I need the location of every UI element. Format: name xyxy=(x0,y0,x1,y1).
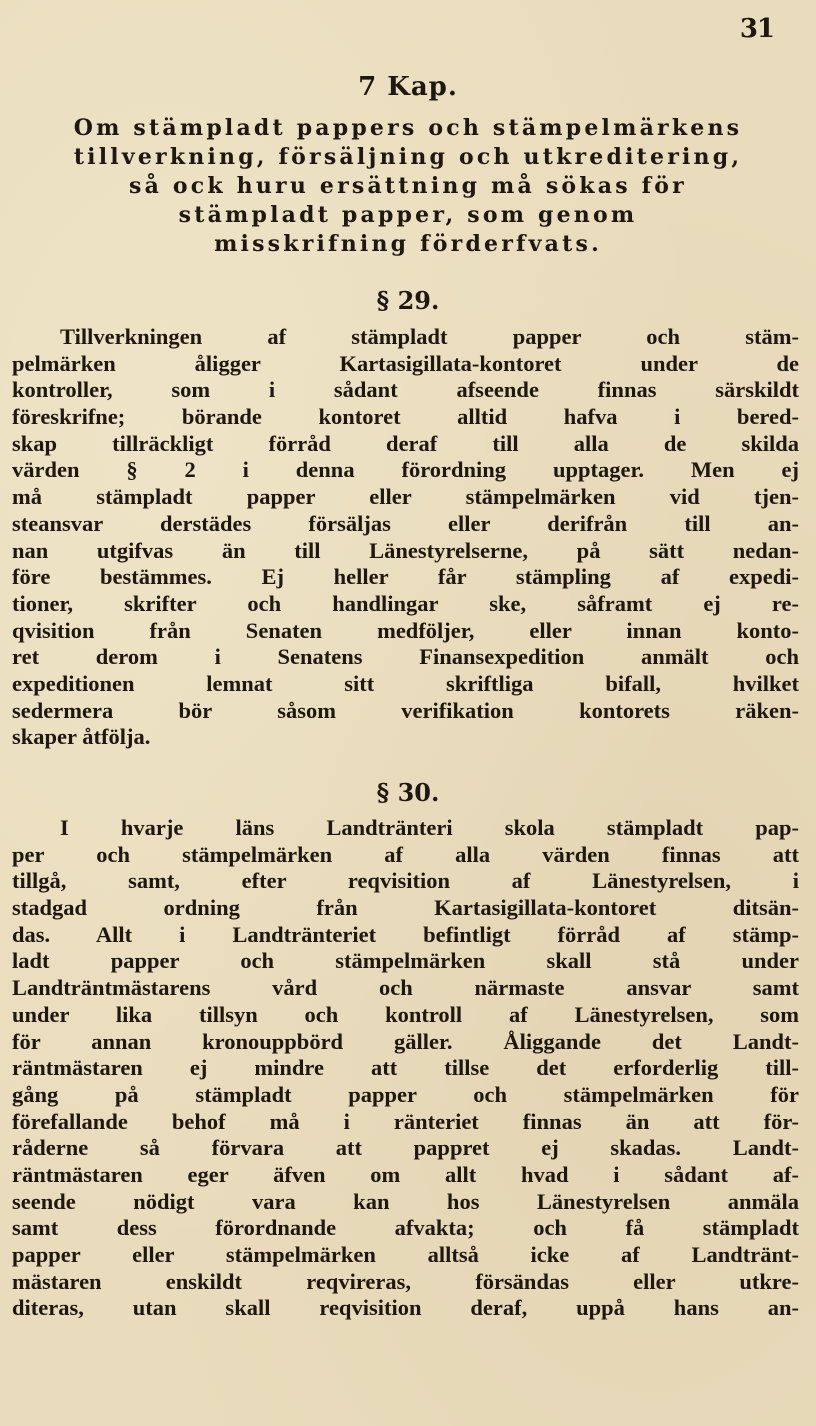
text-line: sedermera bör såsom verifikation kontorets räken- xyxy=(12,697,799,723)
text-line: pelmärken åligger Kartasigillata-kontoret under de xyxy=(12,350,799,376)
text-line: skap tillräckligt förråd deraf till alla de skilda xyxy=(12,430,799,456)
chapter-title-line: misskrifning förderfvats. xyxy=(214,231,602,257)
page-number: 31 xyxy=(739,14,774,44)
text-line: gång på stämpladt papper och stämpelmärken för xyxy=(12,1081,799,1107)
text-line: mästaren enskildt reqvireras, försändas eller utkre- xyxy=(12,1268,799,1294)
text-line: föreskrifne; börande kontoret alltid hafva i bered- xyxy=(12,404,799,430)
text-line: värden § 2 i denna förordning upptager. Men ej xyxy=(12,457,799,483)
chapter-title-line: så ock huru ersättning må sökas för xyxy=(129,173,687,199)
text-line: före bestämmes. Ej heller får stämpling af expedi- xyxy=(12,564,799,590)
text-line: under lika tillsyn och kontroll af Länestyrelsen, som xyxy=(12,1001,799,1027)
text-line: nan utgifvas än till Länestyrelserne, på sätt nedan- xyxy=(12,537,799,563)
section-30-paragraph xyxy=(12,815,799,1322)
chapter-title xyxy=(12,114,804,259)
text-line: per och stämpelmärken af alla värden finnas att xyxy=(12,841,799,867)
text-line: förefallande behof må i ränteriet finnas än att för- xyxy=(12,1108,799,1134)
text-line: Tillverkningen af stämpladt papper och stäm- xyxy=(60,324,799,349)
section-heading-30: § 30. xyxy=(376,778,440,807)
text-line: tillgå, samt, efter reqvisition af Länestyrelsen, i xyxy=(12,868,799,894)
text-line: skaper åtfölja. xyxy=(12,724,151,750)
text-line: ret derom i Senatens Finansexpedition anmält och xyxy=(12,644,799,670)
text-line: I hvarje läns Landtränteri skola stämpladt pap- xyxy=(60,815,799,840)
text-line: steansvar derstädes försäljas eller derifrån till an- xyxy=(12,510,799,536)
text-line: expeditionen lemnat sitt skriftliga bifall, hvilket xyxy=(12,670,799,696)
text-line: räntmästaren ej mindre att tillse det erforderlig till- xyxy=(12,1055,799,1081)
chapter-title-line: stämpladt papper, som genom xyxy=(178,202,638,228)
text-line: kontroller, som i sådant afseende finnas särskildt xyxy=(12,377,799,403)
text-line: må stämpladt papper eller stämpelmärken vid tjen- xyxy=(12,484,799,510)
text-line: diteras, utan skall reqvisition deraf, uppå hans an- xyxy=(12,1295,799,1321)
text-line: seende nödigt vara kan hos Länestyrelsen anmäla xyxy=(12,1188,799,1214)
text-line: för annan kronouppbörd gäller. Åliggande det Landt- xyxy=(12,1028,799,1054)
section-heading-29: § 29. xyxy=(376,286,440,315)
text-line: stadgad ordning från Kartasigillata-kontoret ditsän- xyxy=(12,895,799,921)
text-line: tioner, skrifter och handlingar ske, såframt ej re- xyxy=(12,590,799,616)
chapter-title-line: Om stämpladt pappers och stämpelmärkens xyxy=(73,115,743,141)
text-line: råderne så förvara att pappret ej skadas. Landt- xyxy=(12,1135,799,1161)
text-line: papper eller stämpelmärken alltså icke af Landtränt- xyxy=(12,1242,799,1267)
text-line: samt dess förordnande afvakta; och få stämpladt xyxy=(12,1215,799,1241)
section-29-paragraph xyxy=(12,324,799,751)
chapter-label: 7 Kap. xyxy=(358,72,458,102)
text-line: ladt papper och stämpelmärken skall stå under xyxy=(12,948,799,974)
chapter-title-line: tillverkning, försäljning och utkreditering, xyxy=(73,144,743,170)
text-line: das. Allt i Landtränteriet befintligt förråd af stämp- xyxy=(12,921,799,947)
text-line: räntmästaren eger äfven om allt hvad i sådant af- xyxy=(12,1161,799,1187)
text-line: qvisition från Senaten medföljer, eller innan konto- xyxy=(12,617,799,643)
text-line: Landträntmästarens vård och närmaste ansvar samt xyxy=(12,975,799,1001)
